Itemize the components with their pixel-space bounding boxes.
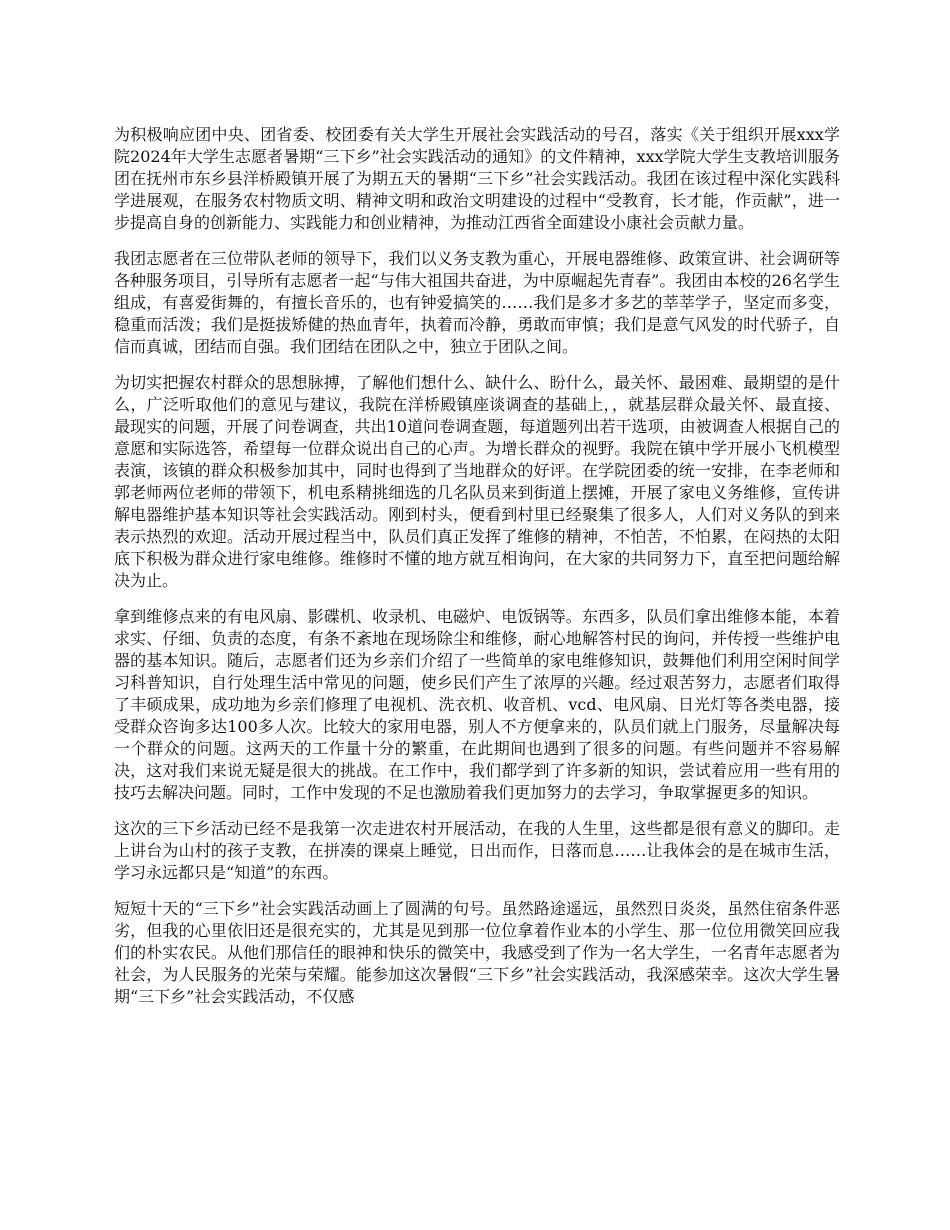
- paragraph-6: 短短十天的“三下乡”社会实践活动画上了圆满的句号。虽然路途遥远，虽然烈日炎炎，虽然住宿条件恶劣，但我的心里依旧还是很充实的，尤其是见到那一位位拿着作业本的小学生、那一位位用微笑回应我们的朴实农民。从他们那信任的眼神和快乐的微笑中，我感受到了作为一名大学生，一名青年志愿者为社会，为人民服务的光荣与荣耀。能参加这次暑假“三下乡”社会实践活动，我深感荣幸。这次大学生暑期“三下乡”社会实践活动，不仅感: [114, 899, 840, 1006]
- paragraph-2: 我团志愿者在三位带队老师的领导下，我们以义务支教为重心，开展电器维修、政策宣讲、社会调研等各种服务项目，引导所有志愿者一起“与伟大祖国共奋进，为中原崛起先青春”。我团由本校的26名学生组成，有喜爱街舞的，有擅长音乐的，也有钟爱搞笑的……我们是多才多艺的莘莘学子，坚定而多变，稳重而活泼；我们是挺拔矫健的热血青年，执着而冷静，勇敢而审慎；我们是意气风发的时代骄子，自信而真诚，团结而自强。我们团结在团队之中，独立于团队之间。: [114, 249, 840, 356]
- document-page: [114, 124, 840, 1022]
- paragraph-5: 这次的三下乡活动已经不是我第一次走进农村开展活动，在我的人生里，这些都是很有意义的脚印。走上讲台为山村的孩子支教，在拼凑的课桌上睡觉，日出而作，日落而息……让我体会的是在城市生活，学习永远都只是“知道”的东西。: [114, 819, 840, 882]
- paragraph-3: 为切实把握农村群众的思想脉搏，了解他们想什么、缺什么、盼什么，最关怀、最困难、最期望的是什么，广泛听取他们的意见与建议，我院在洋桥殿镇座谈调查的基础上，，就基层群众最关怀、最直接、最现实的问题，开展了问卷调查，共出10道问卷调查题，每道题列出若干选项，由被调查人根据自己的意愿和实际选答，希望每一位群众说出自己的心声。为增长群众的视野。我院在镇中学开展小飞机模型表演，该镇的群众积极参加其中，同时也得到了当地群众的好评。在学院团委的统一安排，在李老师和郭老师两位老师的带领下，机电系精挑细选的几名队员来到街道上摆摊，开展了家电义务维修，宣传讲解电器维护基本知识等社会实践活动。刚到村头，便看到村里已经聚集了很多人，人们对义务队的到来表示热烈的欢迎。活动开展过程当中，队员们真正发挥了维修的精神，不怕苦，不怕累，在闷热的太阳底下积极为群众进行家电维修。维修时不懂的地方就互相询问，在大家的共同努力下，直至把问题给解决为止。: [114, 373, 840, 590]
- paragraph-4: 拿到维修点来的有电风扇、影碟机、收录机、电磁炉、电饭锅等。东西多，队员们拿出维修本能，本着求实、仔细、负责的态度，有条不紊地在现场除尘和维修，耐心地解答村民的询问，并传授一些维护电器的基本知识。随后，志愿者们还为乡亲们介绍了一些简单的家电维修知识，鼓舞他们利用空闲时间学习科普知识，自行处理生活中常见的问题，使乡民们产生了浓厚的兴趣。经过艰苦努力，志愿者们取得了丰硕成果，成功地为乡亲们修理了电视机、洗衣机、收音机、vcd、电风扇、日光灯等各类电器，接受群众咨询多达100多人次。比较大的家用电器，别人不方便拿来的，队员们就上门服务，尽量解决每一个群众的问题。这两天的工作量十分的繁重，在此期间也遇到了很多的问题。有些问题并不容易解决，这对我们来说无疑是很大的挑战。在工作中，我们都学到了许多新的知识，尝试着应用一些有用的技巧去解决问题。同时，工作中发现的不足也激励着我们更加努力的去学习，争取掌握更多的知识。: [114, 607, 840, 802]
- paragraph-1: 为积极响应团中央、团省委、校团委有关大学生开展社会实践活动的号召，落实《关于组织开展xxx学院2024年大学生志愿者暑期“三下乡”社会实践活动的通知》的文件精神，xxx学院大学生支教培训服务团在抚州市东乡县洋桥殿镇开展了为期五天的暑期“三下乡”社会实践活动。我团在该过程中深化实践科学进展观，在服务农村物质文明、精神文明和政治文明建设的过程中“受教育，长才能，作贡献”，进一步提高自身的创新能力、实践能力和创业精神，为推动江西省全面建设小康社会贡献力量。: [114, 125, 840, 232]
